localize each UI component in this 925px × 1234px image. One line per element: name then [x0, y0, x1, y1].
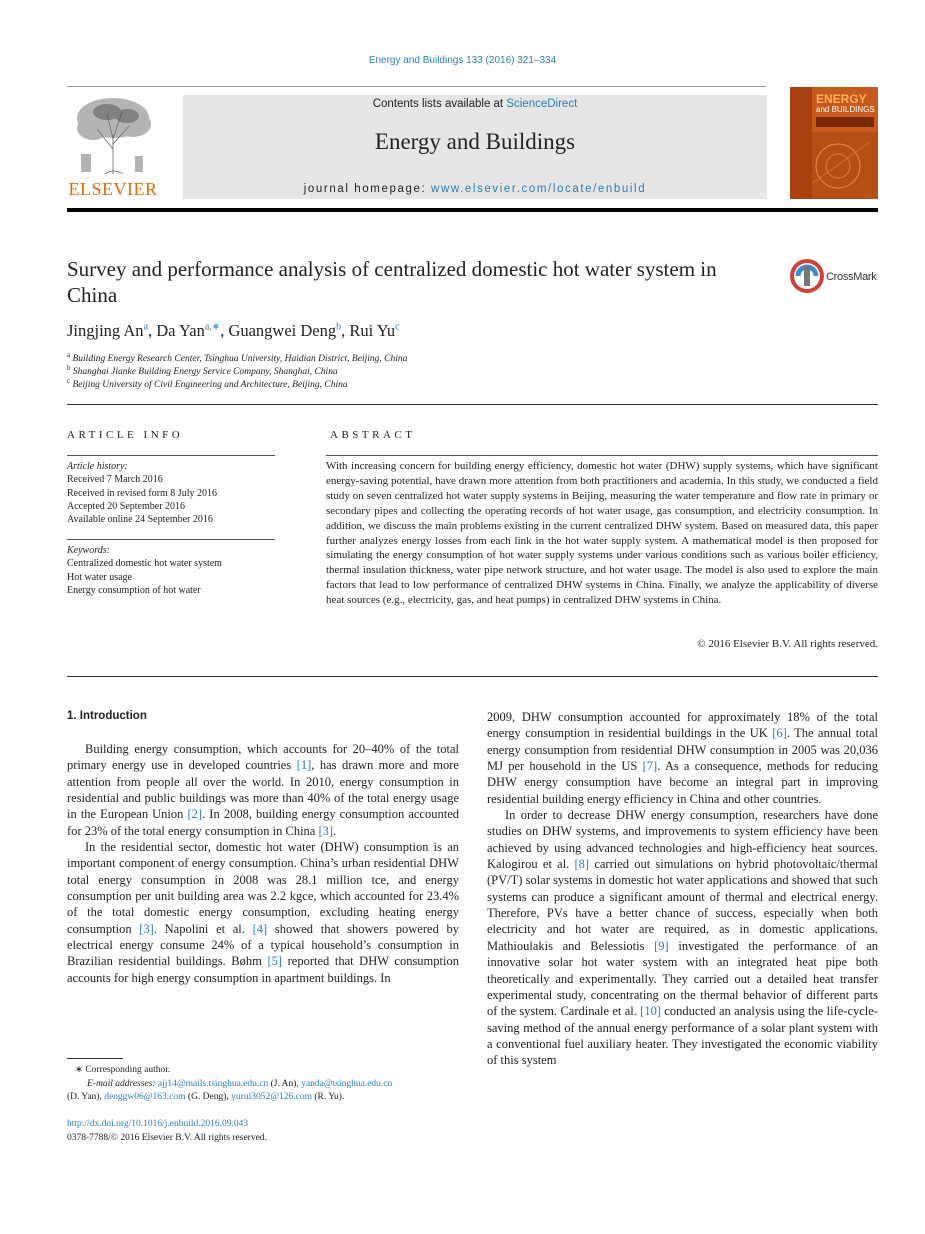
- paragraph-text: carried out simulations on hybrid photovoltaic/thermal (PV/T) solar systems in domestic hot water applications and showed that such systems can produce a significant amount of thermal and electrical energy. Therefore, PVs have a better chance of success, especially when both electricity and hot water are required, as in domestic applications. Mathioulakis and Belessiotis: [487, 857, 878, 953]
- author-list: Jingjing An$^a$, Da Yan$^{a,∗}$, Guangwei Deng$^b$, Rui Yu$^c$: [67, 321, 400, 340]
- paragraph-text: investigated the performance of an innovative solar hot water system with an integrated heat pipe both theoretically and experimentally. They carried out a detailed heat transfer experimental study, concentrating on the thermal behavior of different parts of the system. Cardinale et al.: [487, 938, 878, 1019]
- paragraph-text: In order to decrease DHW energy consumption, researchers have done studies on DHW systems, and improvements to system efficiency have been achieved by using advanced technologies and high-efficiency heat sources. Kalogirou et al.: [487, 808, 878, 872]
- citation-link[interactable]: [6]: [772, 726, 787, 741]
- history-label: Article history:: [67, 461, 128, 472]
- email-owner: (J. An),: [268, 1078, 302, 1089]
- author-name[interactable]: Da Yan: [156, 321, 205, 340]
- section-heading: 1. Introduction: [67, 710, 147, 722]
- abstract-text: With increasing concern for building energy efficiency, domestic hot water (DHW) supply systems, which have significant energy-saving potential, have drawn more attention from both practitioners and academia. In this study, we conducted a field study on seven centralized hot water supply systems in Beijing, measuring the water temperature and flow rate in primary or secondary pipes and collecting the operating records of hot water usage, gas consumption, and electricity consumption. In addition, we discuss the main problems existing in the current centralized DHW system. Based on measured data, this paper further analyzes energy losses from each link in the hot water supply system. A mathematical model is then proposed for simulating the energy consumption of hot water supply systems under various conditions such as various boiler efficiency, thermal insulation thickness, water pipe network structure, and hot water usage. The model is also used to explore the main factors that lead to low performance of centralized DHW systems in China. Finally, we analyze the applicability of diverse heat sources (e.g., electricity, gas, and heat pumps) in centralized DHW systems in China.: [326, 460, 878, 607]
- citation-link[interactable]: [2]: [187, 807, 203, 822]
- paragraph-text: conducted an analysis using the life-cycle-saving method of the annual energy performance of a solar plant system with a conventional fuel auxiliary heater. They investigated the economic viability of this system: [487, 1004, 878, 1068]
- paragraph: [487, 709, 878, 807]
- email-link[interactable]: yurui3052@126.com: [231, 1092, 312, 1102]
- paragraph-text: reported that DHW consumption accounts for high energy consumption in apartment buildings. In: [67, 954, 459, 985]
- paragraph-text: , has drawn more and more attention from people all over the world. In 2010, energy consumption in residential and public buildings was more than 40% of the total energy usage in the European Union: [67, 758, 459, 822]
- email-addresses: [67, 1078, 467, 1092]
- section-divider: [67, 404, 878, 405]
- email-link[interactable]: ajj14@mails.tsinghua.edu.cn: [157, 1078, 269, 1089]
- citation-link[interactable]: [3]: [139, 921, 154, 936]
- crossmark-icon: [789, 258, 825, 294]
- affiliation-mark: c: [67, 377, 71, 385]
- article-info-heading: ARTICLE INFO: [67, 429, 184, 441]
- keyword-item: Centralized domestic hot water system: [67, 558, 222, 570]
- journal-banner: [183, 95, 767, 199]
- abstract-heading: ABSTRACT: [330, 429, 416, 441]
- keywords-rule: [67, 539, 275, 540]
- author-affiliation-mark[interactable]: c: [395, 321, 400, 333]
- affiliation-text: Shanghai Jianke Building Energy Service Company, Shanghai, China: [72, 367, 338, 378]
- affiliation: [67, 377, 348, 390]
- author-name[interactable]: Guangwei Deng: [228, 321, 337, 340]
- homepage-prefix: journal homepage:: [303, 183, 432, 195]
- contents-prefix: Contents lists available at: [372, 98, 507, 110]
- crossmark-button[interactable]: [789, 258, 884, 294]
- citation-link[interactable]: [8]: [574, 857, 590, 872]
- homepage-line: [183, 183, 767, 195]
- footnote: [67, 1064, 467, 1105]
- cover-spine: [790, 87, 812, 199]
- citation-link[interactable]: [3]: [318, 823, 334, 838]
- doi-link[interactable]: http://dx.doi.org/10.1016/j.enbuild.2016.09.043: [67, 1119, 249, 1129]
- affiliation: [67, 364, 338, 377]
- history-item: Received in revised form 8 July 2016: [67, 487, 217, 499]
- author-affiliation-mark[interactable]: b: [336, 321, 342, 333]
- cover-subtitle: and BUILDINGS: [816, 105, 875, 114]
- elsevier-logo[interactable]: [67, 94, 159, 200]
- email-link[interactable]: denggw06@163.com: [104, 1092, 186, 1102]
- footnote-rule: [67, 1058, 123, 1059]
- paragraph-text: 2009, DHW consumption accounted for approximately 18% of the total energy consumption in residential buildings in the UK: [487, 710, 878, 741]
- keywords: [67, 544, 275, 597]
- cover-band: [816, 117, 874, 127]
- tree-icon: [67, 94, 159, 178]
- email-label: E-mail addresses:: [87, 1078, 158, 1089]
- author-affiliation-mark[interactable]: a,∗: [204, 321, 221, 333]
- journal-cover-image[interactable]: [790, 87, 878, 199]
- affiliation-mark: b: [67, 364, 71, 372]
- journal-citation[interactable]: Energy and Buildings 133 (2016) 321–334: [368, 55, 557, 66]
- keyword-item: Energy consumption of hot water: [67, 584, 201, 596]
- affiliation-mark: a: [67, 351, 71, 359]
- article-history: [67, 460, 275, 526]
- issn-line: 0378-7788/© 2016 Elsevier B.V. All rights reserved.: [67, 1132, 267, 1143]
- paragraph-text: . The annual total energy consumption from residential DHW consumption in 2005 was 20,036 MJ per household in the US: [487, 726, 878, 774]
- author-name[interactable]: Jingjing An: [67, 321, 144, 340]
- paragraph-text: . In 2008, building energy consumption accounted for 23% of the total energy consumption in China: [67, 807, 459, 838]
- homepage-link[interactable]: www.elsevier.com/locate/enbuild: [431, 183, 647, 195]
- paragraph-text: In the residential sector, domestic hot water (DHW) consumption is an important component of energy consumption. China’s urban residential DHW total energy consumption in 2008 was 28.1 million tce, and energy consumption per unit building area was 2.2 kgce, which accounted for 23.4% of the total domestic energy consumption, excluding heating energy consumption: [67, 840, 459, 936]
- citation-link[interactable]: [5]: [267, 954, 283, 969]
- journal-name: Energy and Buildings: [374, 129, 576, 154]
- paragraph: [487, 807, 878, 1069]
- article-info-rule: [67, 455, 275, 456]
- doi-block: [67, 1118, 267, 1145]
- abstract-rule: [326, 455, 878, 456]
- email-owner: (G. Deng),: [185, 1092, 232, 1102]
- affiliation-text: Building Energy Research Center, Tsinghua University, Haidian District, Beijing, China: [72, 354, 408, 365]
- paragraph: [67, 839, 459, 986]
- paragraph-text: Building energy consumption, which accounts for 20–40% of the total primary energy use in developed countries: [67, 742, 459, 773]
- contents-line: [183, 98, 767, 110]
- affiliation-text: Beijing University of Civil Engineering and Architecture, Beijing, China: [72, 380, 348, 391]
- paragraph-text: .: [333, 823, 337, 838]
- article-title: Survey and performance analysis of centralized domestic hot water system in China: [67, 257, 717, 307]
- keywords-label: Keywords:: [67, 545, 110, 556]
- paragraph: [67, 741, 459, 839]
- paragraph-text: . As a consequence, methods for reducing DHW energy consumption have become an integral part in improving residential building energy efficiency in China and other countries.: [487, 759, 878, 806]
- history-item: Available online 24 September 2016: [67, 514, 213, 526]
- abstract-copyright: © 2016 Elsevier B.V. All rights reserved.: [697, 638, 878, 650]
- elsevier-wordmark: ELSEVIER: [68, 179, 158, 199]
- email-owner: (R. Yu).: [311, 1092, 345, 1102]
- paragraph-text: . Napolini et al.: [153, 921, 253, 936]
- section-divider: [67, 676, 878, 677]
- keyword-item: Hot water usage: [67, 571, 132, 583]
- email-link[interactable]: yanda@tsinghua.edu.cn: [301, 1078, 393, 1089]
- author-name[interactable]: Rui Yu: [349, 321, 396, 340]
- cover-title: ENERGY: [816, 92, 867, 106]
- affiliation: [67, 351, 407, 364]
- header-divider: [67, 86, 766, 87]
- crossmark-label: CrossMark: [826, 271, 877, 283]
- citation-link[interactable]: [7]: [642, 759, 658, 774]
- citation-link[interactable]: [9]: [654, 938, 669, 953]
- author-affiliation-mark[interactable]: a: [143, 321, 149, 333]
- history-item: Accepted 20 September 2016: [67, 500, 186, 512]
- paragraph-text: showed that showers powered by electrical energy consume 24% of a typical household’s consumption in Brazilian residential buildings. Bøhm: [67, 921, 459, 969]
- citation-link[interactable]: [1]: [296, 758, 312, 773]
- header-thick-rule: [67, 208, 878, 212]
- sciencedirect-link[interactable]: ScienceDirect: [506, 98, 578, 110]
- corresponding-author: ∗ Corresponding author.: [75, 1065, 171, 1075]
- citation-link[interactable]: [4]: [252, 921, 268, 936]
- body-column-left: [67, 741, 459, 986]
- body-column-right: [487, 709, 878, 1069]
- history-item: Received 7 March 2016: [67, 474, 163, 486]
- citation-link[interactable]: [10]: [640, 1004, 661, 1019]
- email-owner: (D. Yan),: [67, 1092, 105, 1102]
- email-addresses-cont: [67, 1091, 467, 1105]
